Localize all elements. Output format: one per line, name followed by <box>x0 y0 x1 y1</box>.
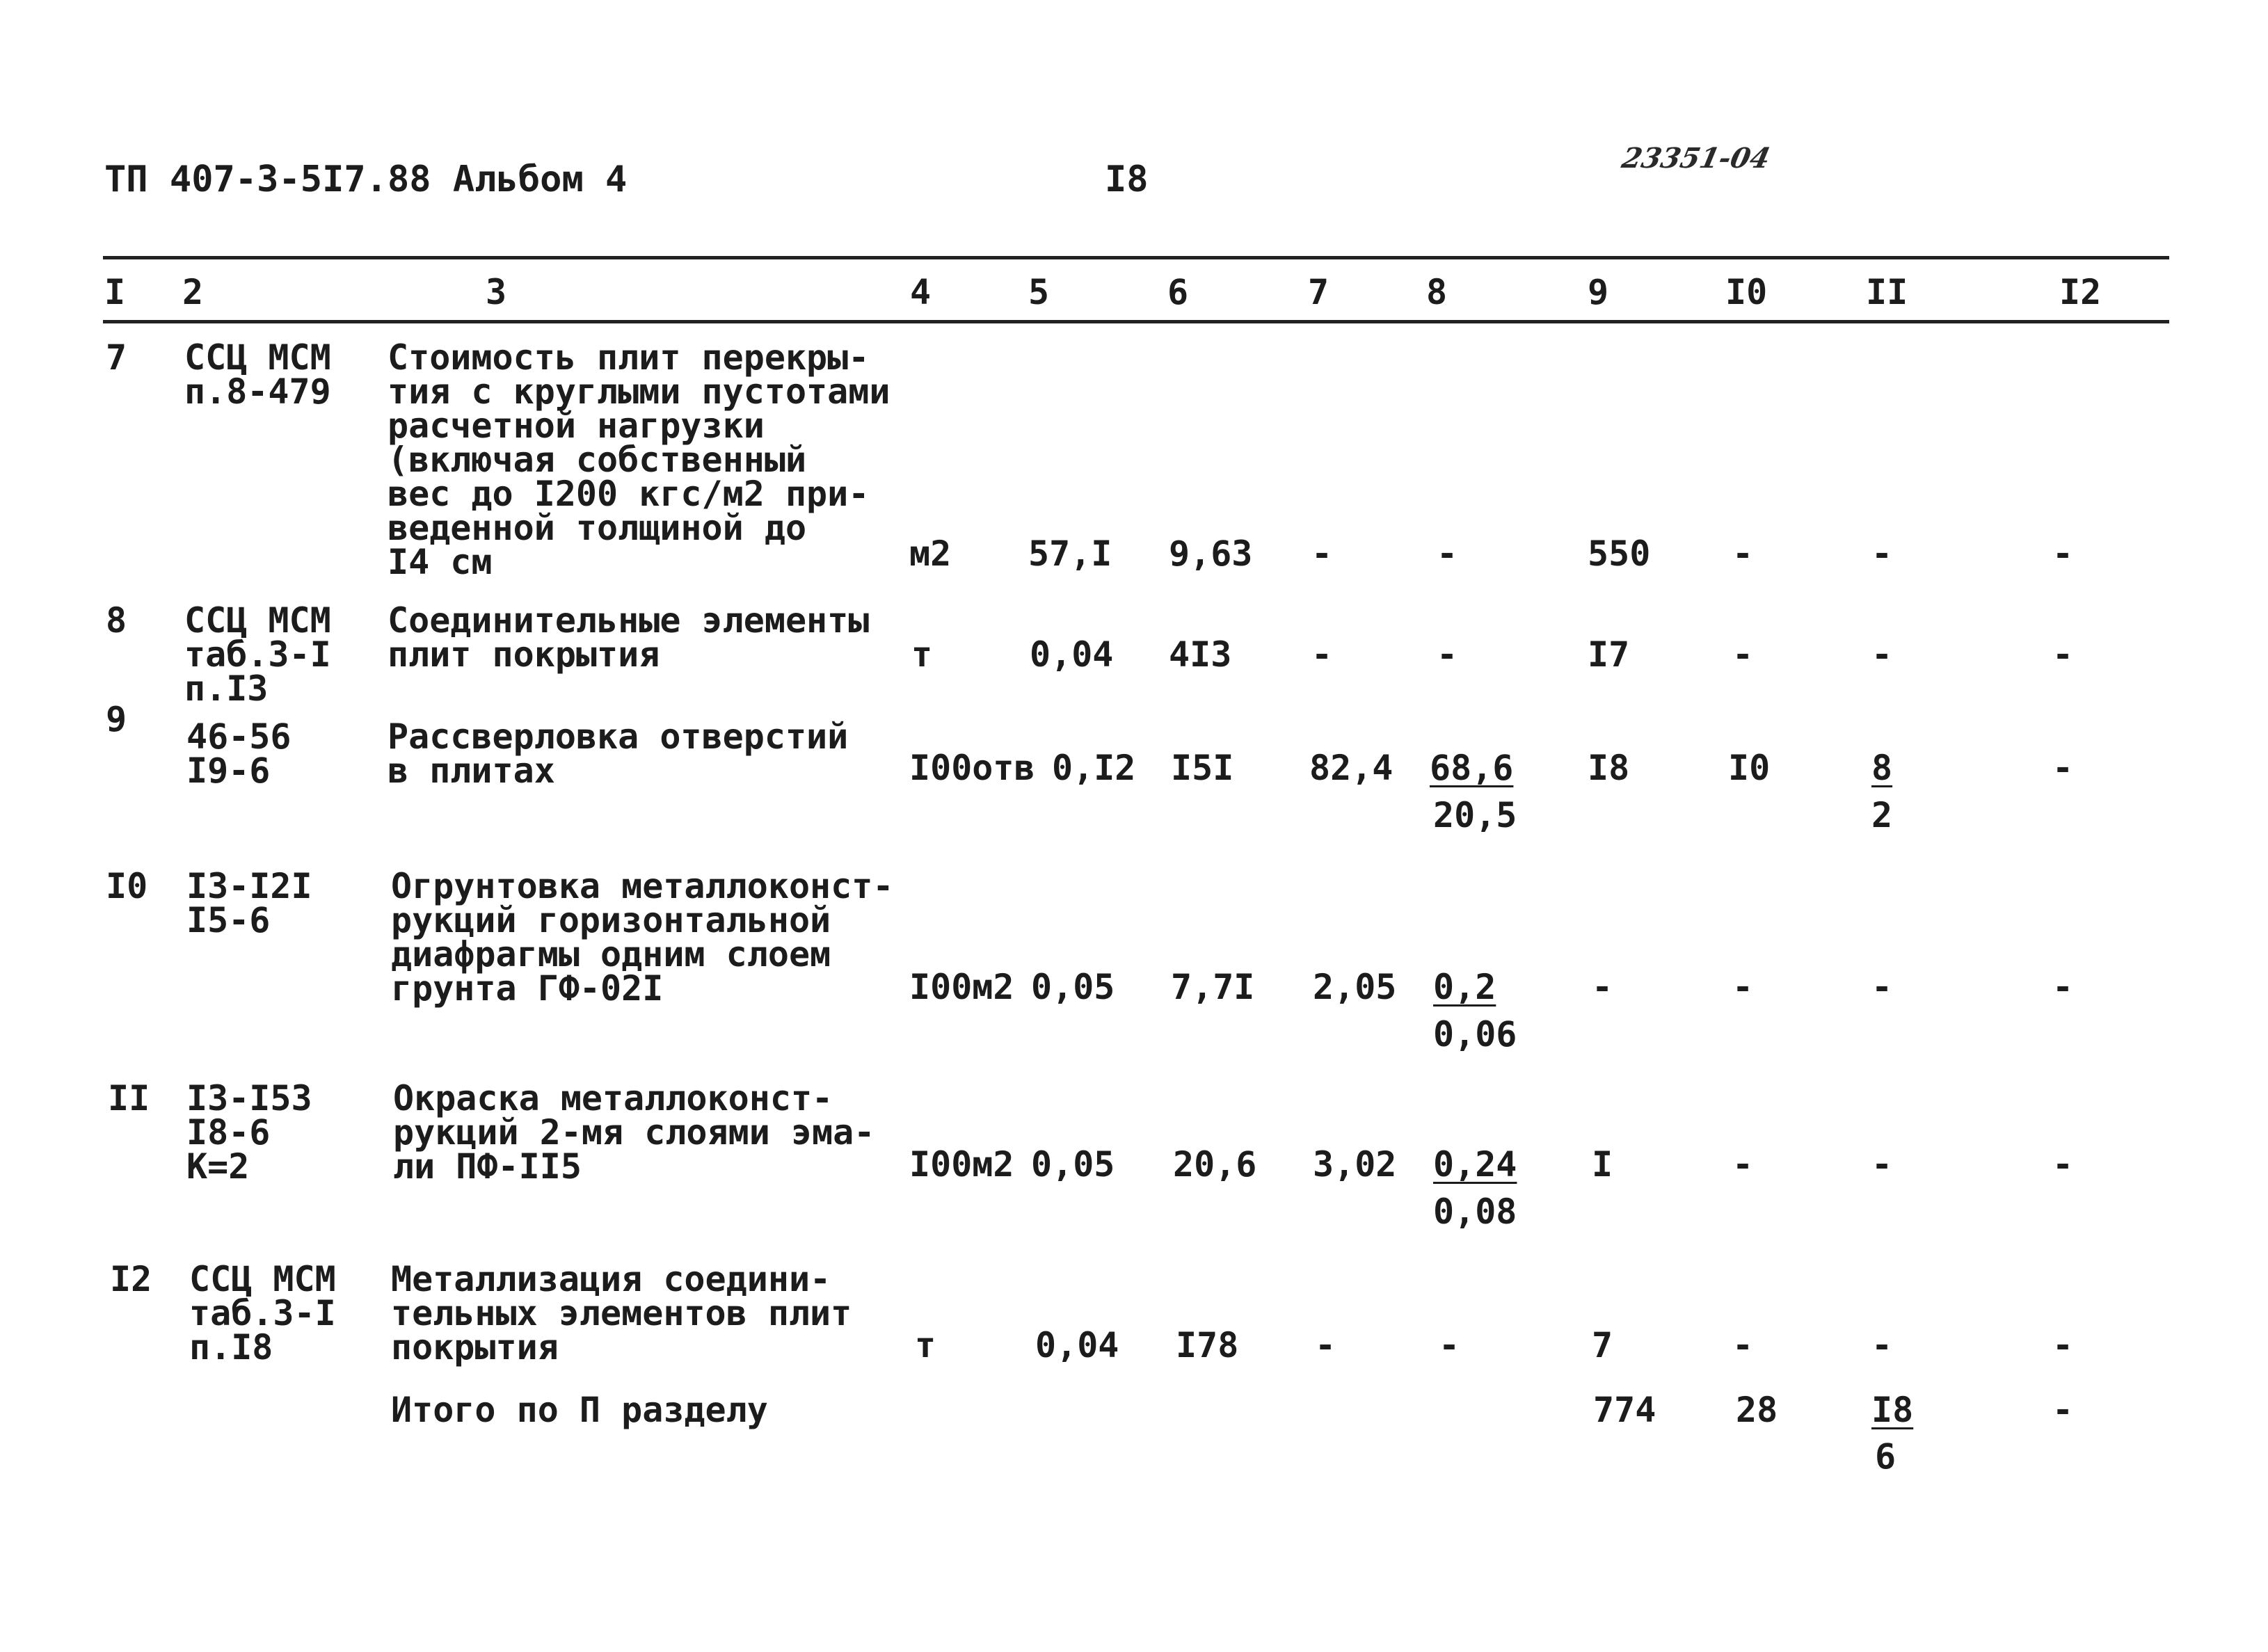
col-header-4: 4 <box>910 272 932 312</box>
col9-value: I8 <box>1588 748 1630 788</box>
col11-value: - <box>1871 1144 1893 1185</box>
quantity: 0,I2 <box>1052 748 1136 788</box>
col12-value: - <box>2052 634 2074 675</box>
unit: I00м2 <box>909 1144 1014 1185</box>
row-number: 8 <box>106 600 127 641</box>
quantity: 0,04 <box>1035 1325 1119 1365</box>
col9-value: I <box>1592 1144 1613 1185</box>
col6-value: 20,6 <box>1173 1144 1257 1185</box>
unit: I00м2 <box>909 967 1014 1007</box>
page-number: I8 <box>1105 159 1149 200</box>
col8-value: - <box>1437 634 1458 675</box>
col-header-9: 9 <box>1588 272 1609 312</box>
norm-reference: 46-56 I9-6 <box>186 716 292 791</box>
col-header-5: 5 <box>1028 272 1050 312</box>
total-col9: 774 <box>1593 1390 1656 1430</box>
total-label: Итого по П разделу <box>391 1390 768 1430</box>
col11-subvalue: 2 <box>1871 795 1893 835</box>
unit: м2 <box>909 534 952 574</box>
col12-value: - <box>2052 1144 2074 1185</box>
row-number: I2 <box>110 1259 152 1299</box>
col9-value: 550 <box>1588 534 1651 574</box>
col8-value: 0,24 <box>1433 1144 1517 1185</box>
col-header-12: I2 <box>2059 272 2102 312</box>
unit: I00отв <box>909 748 1035 788</box>
col-header-11: II <box>1866 272 1908 312</box>
col9-value: - <box>1592 967 1613 1007</box>
col8-subvalue: 0,08 <box>1433 1192 1517 1232</box>
col7-value: 2,05 <box>1313 967 1397 1007</box>
col12-value: - <box>2052 534 2074 574</box>
work-description: Соединительные элементы плит покрытия <box>388 600 870 675</box>
col-header-3: 3 <box>486 272 507 312</box>
col6-value: 9,63 <box>1169 534 1253 574</box>
col8-value: 0,2 <box>1433 967 1496 1007</box>
col10-value: I0 <box>1728 748 1771 788</box>
col11-value: - <box>1871 634 1893 675</box>
col11-value: 8 <box>1871 748 1893 788</box>
col6-value: 7,7I <box>1171 967 1255 1007</box>
col9-value: 7 <box>1592 1325 1613 1365</box>
col-header-7: 7 <box>1308 272 1329 312</box>
norm-reference: ССЦ МСМ п.8-479 <box>184 337 331 412</box>
col-header-1: I <box>104 272 126 312</box>
total-col12: - <box>2052 1390 2074 1430</box>
col7-value: - <box>1311 634 1333 675</box>
total-col10: 28 <box>1736 1390 1778 1430</box>
col11-value: - <box>1871 1325 1893 1365</box>
col8-value: 68,6 <box>1430 748 1514 788</box>
work-description: Окраска металлоконст- рукций 2-мя слоями эма- ли ПФ-II5 <box>393 1078 875 1187</box>
norm-reference: I3-I2I I5-6 <box>186 866 312 940</box>
quantity: 57,I <box>1028 534 1112 574</box>
col10-value: - <box>1732 634 1754 675</box>
total-col11-subvalue: 6 <box>1875 1436 1896 1477</box>
row-number: I0 <box>106 866 148 906</box>
col-header-10: I0 <box>1725 272 1768 312</box>
col9-value: I7 <box>1588 634 1630 675</box>
document-code: ТП 407-3-5I7.88 Альбом 4 <box>104 159 628 200</box>
col8-value: - <box>1439 1325 1460 1365</box>
col-header-2: 2 <box>182 272 204 312</box>
col7-value: - <box>1311 534 1333 574</box>
col-header-8: 8 <box>1426 272 1448 312</box>
col7-value: 82,4 <box>1309 748 1393 788</box>
norm-reference: ССЦ МСМ таб.3-I п.I3 <box>184 600 331 709</box>
work-description: Стоимость плит перекры- тия с круглыми пустотами расчетной нагрузки (включая собственный вес до I200 кгс/м2 при- веденной толщиной до I4 см <box>388 337 891 582</box>
row-number: 9 <box>106 699 127 739</box>
col-header-6: 6 <box>1167 272 1189 312</box>
col6-value: I78 <box>1176 1325 1239 1365</box>
unit: т <box>911 634 933 675</box>
inventory-stamp: 23351-04 <box>1619 142 1773 175</box>
col8-subvalue: 0,06 <box>1433 1014 1517 1054</box>
norm-reference: I3-I53 I8-6 К=2 <box>186 1078 312 1187</box>
col11-value: - <box>1871 967 1893 1007</box>
col10-value: - <box>1732 534 1754 574</box>
work-description: Рассверловка отверстий в плитах <box>388 716 849 791</box>
col7-value: 3,02 <box>1313 1144 1397 1185</box>
row-number: 7 <box>106 337 127 378</box>
quantity: 0,05 <box>1031 1144 1115 1185</box>
table-top-rule <box>103 256 2169 259</box>
col10-value: - <box>1732 1144 1754 1185</box>
col12-value: - <box>2052 1325 2074 1365</box>
col11-value: - <box>1871 534 1893 574</box>
total-col11: I8 <box>1871 1390 1914 1430</box>
col7-value: - <box>1315 1325 1336 1365</box>
col12-value: - <box>2052 967 2074 1007</box>
col6-value: I5I <box>1171 748 1234 788</box>
norm-reference: ССЦ МСМ таб.3-I п.I8 <box>189 1259 336 1368</box>
col10-value: - <box>1732 1325 1754 1365</box>
unit: т <box>915 1325 936 1365</box>
quantity: 0,05 <box>1031 967 1115 1007</box>
col8-value: - <box>1437 534 1458 574</box>
col6-value: 4I3 <box>1169 634 1232 675</box>
table-header-rule <box>103 320 2169 323</box>
quantity: 0,04 <box>1030 634 1114 675</box>
work-description: Огрунтовка металлоконст- рукций горизонтальной диафрагмы одним слоем грунта ГФ-02I <box>391 866 894 1009</box>
col8-subvalue: 20,5 <box>1433 795 1517 835</box>
col10-value: - <box>1732 967 1754 1007</box>
work-description: Металлизация соедини- тельных элементов плит покрытия <box>391 1259 852 1368</box>
row-number: II <box>108 1078 150 1118</box>
col12-value: - <box>2052 748 2074 788</box>
